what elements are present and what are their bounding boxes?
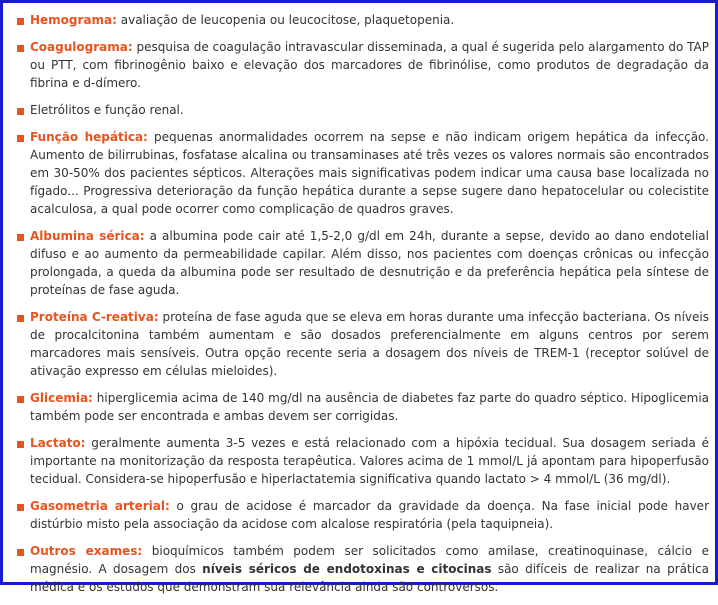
item-text: Eletrólitos e função renal. — [30, 103, 184, 117]
item-text: hiperglicemia acima de 140 mg/dl na ausência de diabetes faz parte do quadro séptico. Hipoglicemia também pode ser encontrada e ambas devem ser corrigidas. — [30, 391, 709, 423]
item-label: Gasometria arterial: — [30, 499, 170, 513]
square-bullet-icon — [17, 396, 24, 403]
item-label: Coagulograma: — [30, 40, 133, 54]
exam-list — [16, 11, 709, 605]
list-item-lactato — [16, 434, 709, 488]
list-item-gasometria — [16, 497, 709, 533]
item-text: bioquímicos também podem ser solicitados como amilase, creatinoquinase, cálcio e magnésio. A dosagem dos — [30, 544, 709, 576]
list-item-glicemia — [16, 389, 709, 425]
item-bold-text: níveis séricos de endotoxinas e citocinas — [202, 562, 492, 576]
square-bullet-icon — [17, 441, 24, 448]
item-text-after: são difíceis de realizar na prática médica e os estudos que demonstram sua relevância ainda são controversos. — [30, 562, 709, 594]
square-bullet-icon — [17, 45, 24, 52]
item-label: Proteína C-reativa: — [30, 310, 159, 324]
item-label: Albumina sérica: — [30, 229, 145, 243]
item-text: pequenas anormalidades ocorrem na sepse e não indicam origem hepática da infecção. Aumento de bilirrubinas, fosfatase alcalina ou transaminases até três vezes os valores normais são encontrados em 30-50% dos pacientes sépticos. Alterações mais significativas podem indicar uma causa base localizada no fígado... Progressiva deterioração da função hepática durante a sepse sugere dano hepatocelular ou colecistite acalculosa, a qual pode ocorrer como complicação de quadros graves. — [30, 130, 709, 216]
item-label: Outros exames: — [30, 544, 143, 558]
item-text: o grau de acidose é marcador da gravidade da doença. Na fase inicial pode haver distúrbio misto pela associação da acidose com alcalose respiratória (pela taquipneia). — [30, 499, 710, 531]
item-label: Hemograma: — [30, 13, 117, 27]
square-bullet-icon — [17, 135, 24, 142]
item-label: Lactato: — [30, 436, 86, 450]
square-bullet-icon — [17, 234, 24, 241]
square-bullet-icon — [17, 18, 24, 25]
item-text: pesquisa de coagulação intravascular disseminada, a qual é sugerida pelo alargamento do TAP ou PTT, com fibrinogênio baixo e elevação dos marcadores de fibrinólise, como produtos de degradação da fibrina e d-dímero. — [30, 40, 709, 90]
list-item-outros-exames — [16, 542, 709, 596]
item-text: geralmente aumenta 3-5 vezes e está relacionado com a hipóxia tecidual. Sua dosagem seriada é importante na monitorização da resposta terapêutica. Valores acima de 1 mmol/L já apontam para hipoperfusão tecidual. Considera-se hipoperfusão e hiperlactatemia significativa quando lactato > 4 mmol/L (36 mg/dl). — [30, 436, 709, 486]
item-label: Glicemia: — [30, 391, 93, 405]
square-bullet-icon — [17, 549, 24, 556]
item-text: avaliação de leucopenia ou leucocitose, plaquetopenia. — [116, 13, 455, 27]
item-text: proteína de fase aguda que se eleva em horas durante uma infecção bacteriana. Os níveis de procalcitonina também aumentam e são dosados preferencialmente em alguns centros por serem marcadores mais sensíveis. Outra opção recente seria a dosagem dos níveis de TREM-1 (receptor solúvel de ativação expresso em células mieloides). — [30, 310, 709, 378]
list-item-eletrolitos — [16, 101, 709, 119]
list-item-funcao-hepatica — [16, 128, 709, 218]
list-item-coagulograma — [16, 38, 709, 92]
square-bullet-icon — [17, 108, 24, 115]
list-item-proteina-c-reativa — [16, 308, 709, 380]
square-bullet-icon — [17, 315, 24, 322]
item-label: Função hepática: — [30, 130, 148, 144]
list-item-hemograma — [16, 11, 709, 29]
square-bullet-icon — [17, 504, 24, 511]
list-item-albumina — [16, 227, 709, 299]
item-text: a albumina pode cair até 1,5-2,0 g/dl em 24h, durante a sepse, devido ao dano endotelial difuso e ao aumento da permeabilidade capilar. Além disso, nos pacientes com doenças crônicas ou infecção prolongada, a queda da albumina pode ser resultado de desnutrição e da preferência hepática pela síntese de proteínas de fase aguda. — [30, 229, 709, 297]
